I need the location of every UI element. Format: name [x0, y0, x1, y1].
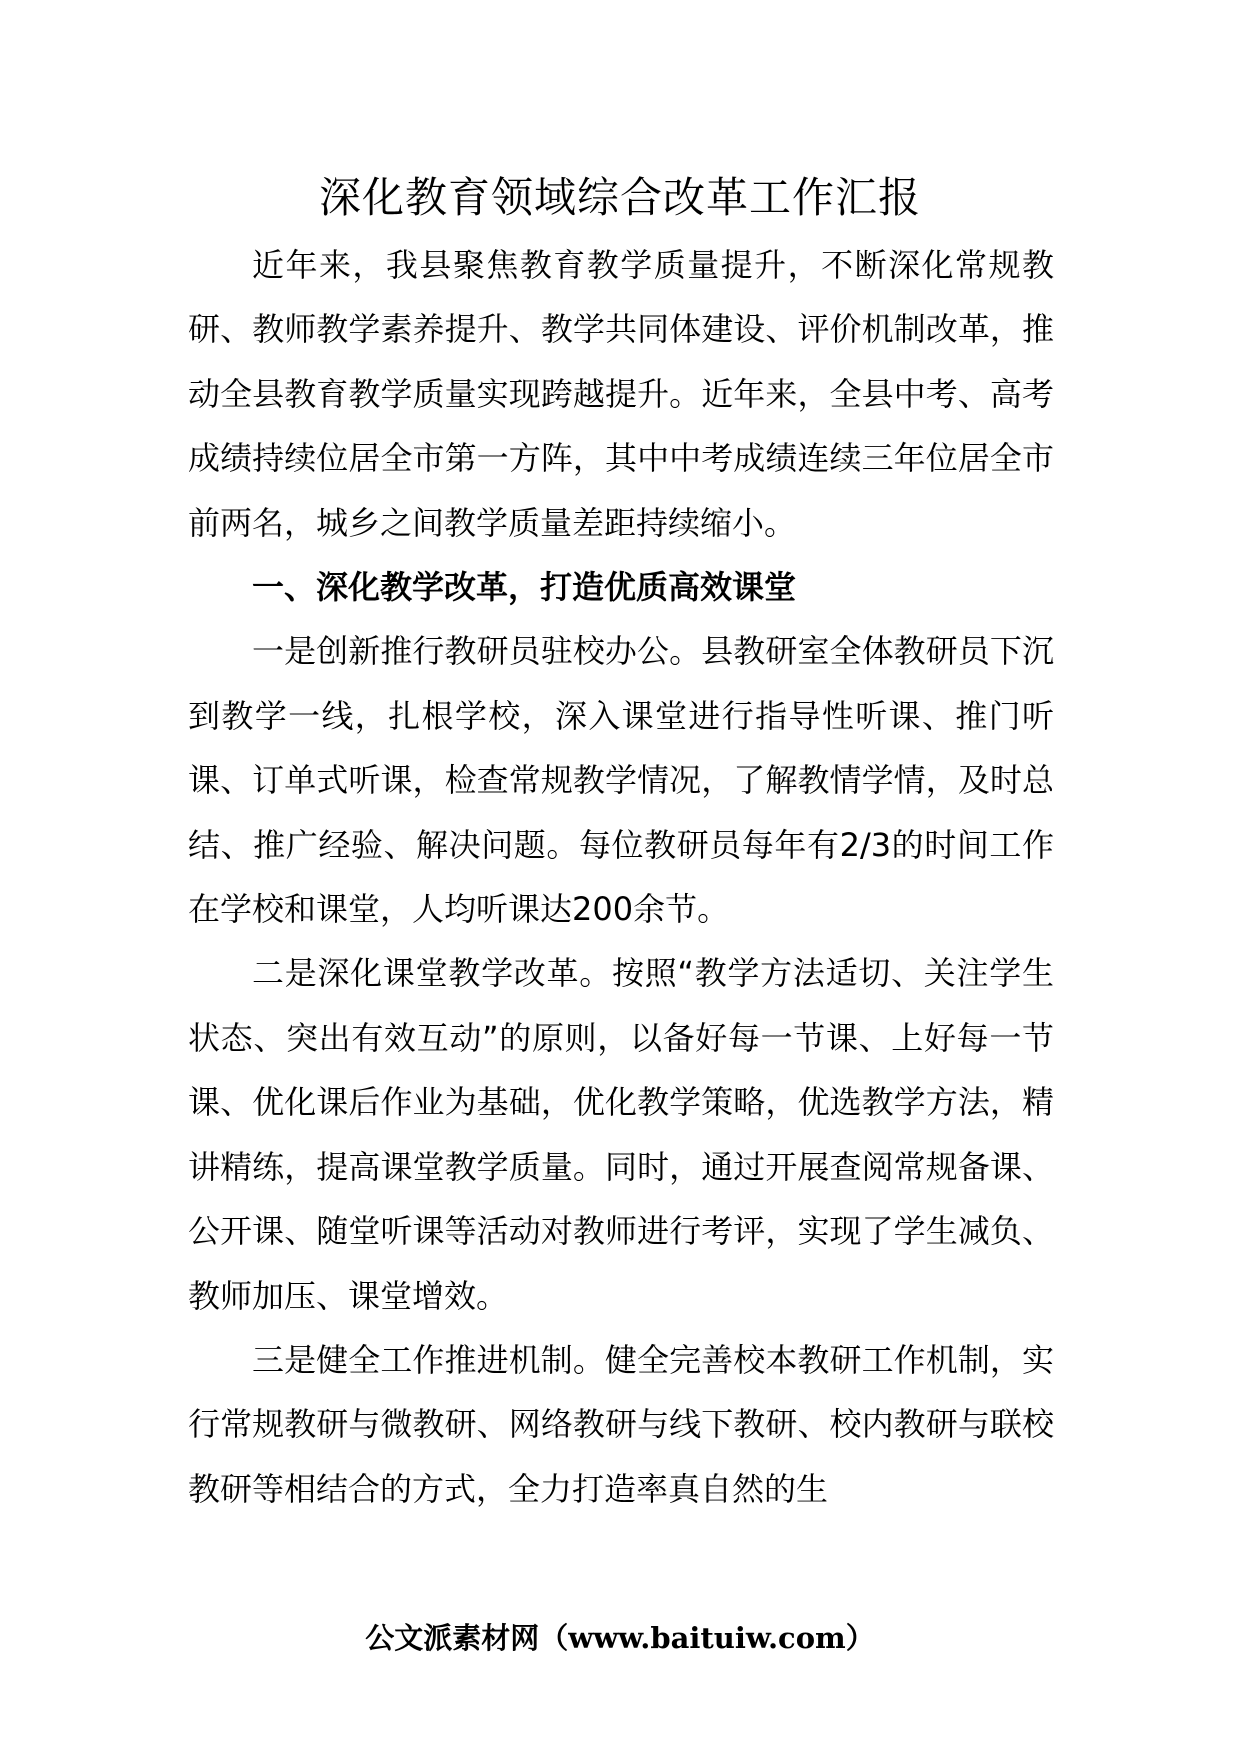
section-heading-1: 一、深化教学改革，打造优质高效课堂: [252, 568, 797, 607]
body-paragraph-1: 一是创新推行教研员驻校办公。县教研室全体教研员下沉到教学一线，扎根学校，深入课堂进行指导性听课、推门听课、订单式听课，检查常规教学情况，了解教情学情，及时总结、推广经验、解决问题。每位教研员每年有2/3的时间工作在学校和课堂，人均听课达200余节。: [188, 632, 1054, 929]
intro-paragraph: 近年来，我县聚焦教育教学质量提升，不断深化常规教研、教师教学素养提升、教学共同体建设、评价机制改革，推动全县教育教学质量实现跨越提升。近年来，全县中考、高考成绩持续位居全市第一方阵，其中中考成绩连续三年位居全市前两名，城乡之间教学质量差距持续缩小。: [188, 246, 1054, 542]
body-paragraph-2: 二是深化课堂教学改革。按照“教学方法适切、关注学生状态、突出有效互动”的原则，以备好每一节课、上好每一节课、优化课后作业为基础，优化教学策略，优选教学方法，精讲精练，提高课堂教学质量。同时，通过开展查阅常规备课、公开课、随堂听课等活动对教师进行考评，实现了学生减负、教师加压、课堂增效。: [188, 954, 1054, 1315]
source-watermark: 公文派素材网（www.baituiw.com）: [365, 1621, 875, 1655]
document-body: [188, 233, 1054, 1521]
body-paragraph-3: 三是健全工作推进机制。健全完善校本教研工作机制，实行常规教研与微教研、网络教研与线下教研、校内教研与联校教研等相结合的方式，全力打造率真自然的生: [188, 1340, 1054, 1508]
document-title: 深化教育领域综合改革工作汇报: [318, 173, 921, 222]
